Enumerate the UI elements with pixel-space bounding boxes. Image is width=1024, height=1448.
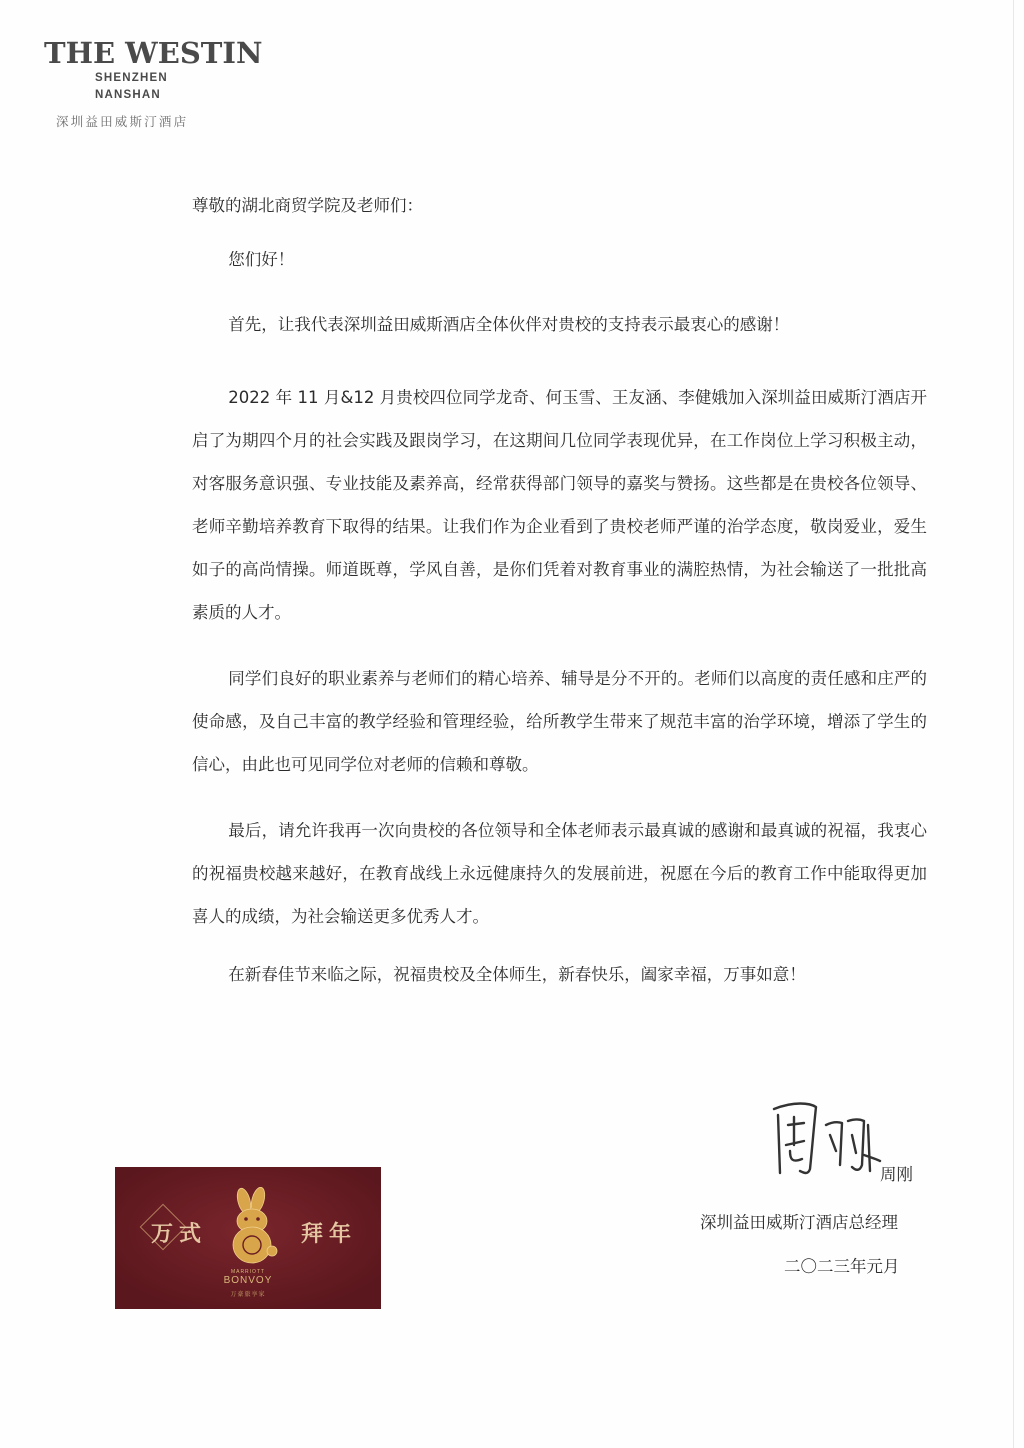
card-brand: BONVOY <box>223 1275 273 1286</box>
rabbit-icon <box>220 1187 284 1269</box>
card-text-right: 拜年 <box>301 1221 358 1247</box>
paragraph-new-year: 在新春佳节来临之际，祝福贵校及全体师生，新春快乐，阖家幸福，万事如意！ <box>228 965 806 984</box>
letter-body <box>192 192 927 1026</box>
card-text-left: 万式 <box>151 1221 208 1247</box>
handwritten-signature-icon <box>764 1095 884 1185</box>
paragraph-wishes: 最后，请允许我再一次向贵校的各位领导和全体老师表示最真诚的感谢和最真诚的祝福，我衷心的祝福贵校越来越好，在教育战线上永远健康持久的发展前进，祝愿在今后的教育工作中能取得更加喜人的成绩，为社会输送更多优秀人才。 <box>192 821 927 926</box>
signer-name: 周刚 <box>880 1165 913 1184</box>
signer-title: 深圳益田威斯汀酒店总经理 <box>700 1213 898 1232</box>
card-brand-small: MARRIOTT <box>230 1269 266 1275</box>
hotel-area: NANSHAN <box>95 89 161 101</box>
letterhead <box>44 36 263 130</box>
paragraph-greeting: 您们好！ <box>228 250 295 269</box>
card-brand-cn: 万豪旅享家 <box>230 1291 266 1298</box>
new-year-card <box>115 1167 381 1309</box>
hotel-brand-logo: THE WESTIN <box>44 36 263 70</box>
hotel-city: SHENZHEN <box>95 72 168 84</box>
paragraph-thanks: 首先，让我代表深圳益田威斯酒店全体伙伴对贵校的支持表示最衷心的感谢！ <box>228 315 790 334</box>
paragraph-internship: 2022 年 11 月&12 月贵校四位同学龙奇、何玉雪、王友涵、李健娥加入深圳益田威斯汀酒店开启了为期四个月的社会实践及跟岗学习，在这期间几位同学表现优异，在工作岗位上学习积极主动，对客服务意识强、专业技能及素养高，经常获得部门领导的嘉奖与赞扬。这些都是在贵校各位领导、老师辛勤培养教育下取得的结果。让我们作为企业看到了贵校老师严谨的治学态度，敬岗爱业，爱生如子的高尚情操。师道既尊，学风自善，是你们凭着对教育事业的满腔热情，为社会输送了一批批高素质的人才。 <box>192 388 927 622</box>
hotel-chinese-name: 深圳益田威斯汀酒店 <box>56 114 189 129</box>
signature-block <box>660 1095 950 1305</box>
paragraph-teachers: 同学们良好的职业素养与老师们的精心培养、辅导是分不开的。老师们以高度的责任感和庄严的使命感，及自己丰富的教学经验和管理经验，给所教学生带来了规范丰富的治学环境，增添了学生的信心，由此也可见同学位对老师的信赖和尊敬。 <box>192 669 927 774</box>
letter-date: 二〇二三年元月 <box>784 1257 900 1276</box>
salutation: 尊敬的湖北商贸学院及老师们： <box>192 196 423 215</box>
page-edge-line <box>1013 0 1014 1448</box>
